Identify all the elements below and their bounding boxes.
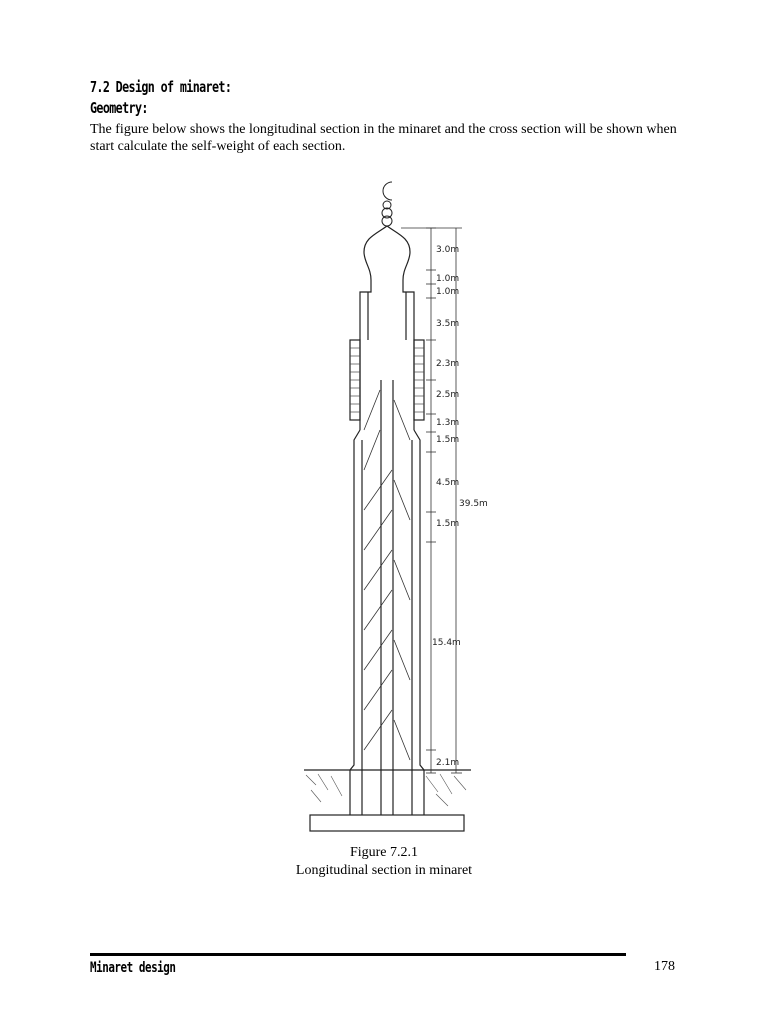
figure-number: Figure 7.2.1 bbox=[349, 845, 419, 860]
dim-label: 3.0m bbox=[436, 245, 460, 255]
dim-label: 2.3m bbox=[436, 359, 460, 369]
section-title: 7.2 Design of minaret: bbox=[90, 78, 232, 96]
dim-label: 3.5m bbox=[436, 319, 460, 329]
page-number: 178 bbox=[654, 959, 675, 974]
section-subtitle: Geometry: bbox=[90, 99, 148, 117]
figure-description: Longitudinal section in minaret bbox=[295, 863, 473, 878]
dim-label: 2.1m bbox=[436, 758, 460, 768]
dim-label: 4.5m bbox=[436, 478, 460, 488]
minaret-section-figure bbox=[276, 170, 496, 840]
intro-paragraph: The figure below shows the longitudinal section in the minaret and the cross section will be shown when start calculate the self-weight of each section. bbox=[90, 122, 677, 154]
dim-label: 1.0m bbox=[436, 274, 460, 284]
dim-label: 1.5m bbox=[436, 435, 460, 445]
figure-caption bbox=[0, 844, 768, 880]
dim-label: 2.5m bbox=[436, 390, 460, 400]
dim-label: 1.0m bbox=[436, 287, 460, 297]
dim-label: 1.3m bbox=[436, 418, 460, 428]
footer-rule bbox=[90, 953, 626, 956]
dim-label: 1.5m bbox=[436, 519, 460, 529]
total-height-label: 39.5m bbox=[459, 499, 488, 509]
dim-label: 15.4m bbox=[432, 638, 461, 648]
footer-title: Minaret design bbox=[90, 960, 176, 976]
